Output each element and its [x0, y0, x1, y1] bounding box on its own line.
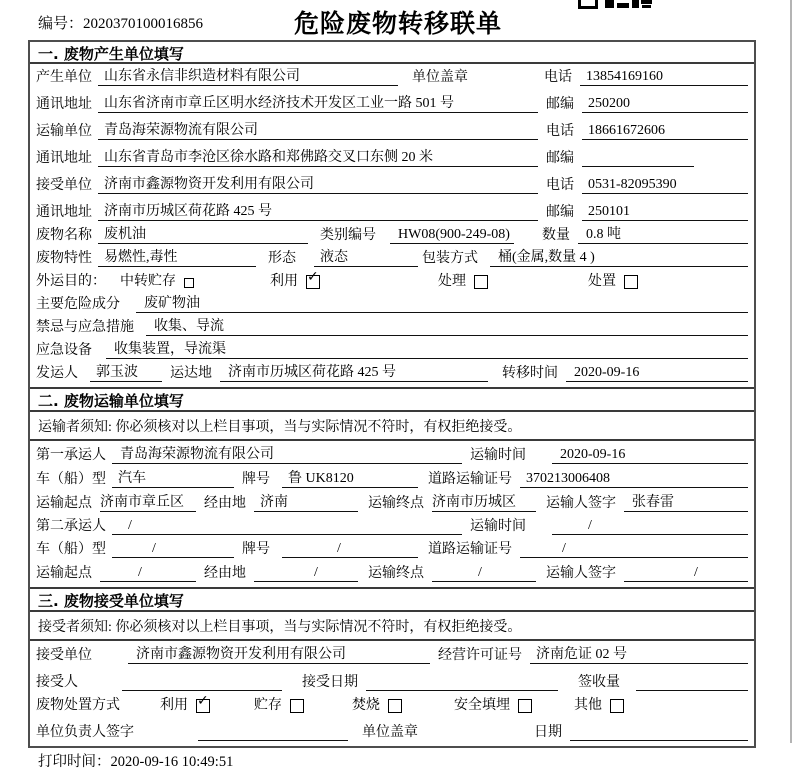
transporter-label: 运输单位 [36, 124, 92, 139]
transfer-storage-checkbox [184, 278, 194, 288]
hazard-row [30, 295, 754, 318]
checkbox-mark: ✓ [197, 693, 209, 709]
disposal-landfill-checkbox [518, 699, 532, 713]
receiver-address-row [30, 199, 754, 226]
producer-phone-label: 电话 [544, 70, 572, 85]
transporter-zip-label: 邮编 [546, 151, 574, 166]
dispatch-row [30, 364, 754, 387]
carrier2-label: 第二承运人 [36, 519, 106, 534]
vehicle2-type-field: / [112, 541, 234, 558]
carrier2-row [30, 517, 754, 540]
disposal-option-landfill: 安全填埋 [454, 698, 510, 713]
receipt-person-label: 接受人 [36, 675, 78, 690]
route2-end-field: / [432, 565, 536, 582]
disposal-option-other: 其他 [574, 698, 602, 713]
purpose-option-transfer-storage: 中转贮存 [120, 274, 176, 289]
waste-name-row [30, 226, 754, 249]
destination-label: 运达地 [170, 366, 212, 381]
receiver-zip-field: 250101 [582, 204, 748, 221]
disposal-store-checkbox [290, 699, 304, 713]
permit1-field: 370213006408 [520, 471, 748, 488]
section2-heading: 二. 废物运输单位填写 [30, 387, 754, 412]
route1-start-label: 运输起点 [36, 496, 92, 511]
taboo-field: 收集、导流 [146, 319, 748, 336]
accept-unit-row [30, 641, 754, 669]
route2-start-label: 运输起点 [36, 566, 92, 581]
treat-checkbox [474, 275, 488, 289]
producer-address-row [30, 91, 754, 118]
route1-row [30, 493, 754, 517]
route2-sign-field: / [624, 565, 748, 582]
carrier1-time-field: 2020-09-16 [552, 447, 748, 464]
producer-phone-field: 13854169160 [580, 69, 748, 86]
plate1-field: 鲁 UK8120 [282, 471, 418, 488]
plate2-field: / [282, 541, 418, 558]
responsible-sign-field [198, 725, 348, 741]
receipt-qty-field [636, 675, 748, 691]
receiver-address-label: 通讯地址 [36, 205, 92, 220]
producer-name-field: 山东省永信非织造材料有限公司 [98, 69, 398, 86]
doc-number-label: 编号： [38, 16, 84, 32]
carrier2-time-field: / [552, 518, 748, 535]
taboo-label: 禁忌与应急措施 [36, 320, 134, 335]
route1-via-label: 经由地 [204, 496, 246, 511]
packaging-field: 桶(金属,数量 4 ) [490, 250, 748, 267]
route2-via-label: 经由地 [204, 566, 246, 581]
responsible-sign-label: 单位负责人签字 [36, 725, 134, 740]
waste-category-field: HW08(900-249-08) [390, 227, 514, 244]
disposal-option-store: 贮存 [254, 698, 282, 713]
equipment-field: 收集装置，导流渠 [106, 342, 748, 359]
transporter-phone-label: 电话 [546, 124, 574, 139]
sender-field: 郭玉波 [90, 365, 162, 382]
taboo-row [30, 318, 754, 341]
waste-props-label: 废物特性 [36, 251, 92, 266]
receipt-date-label: 接受日期 [302, 675, 358, 690]
permit2-field: / [520, 541, 748, 558]
seal-label: 单位盖章 [412, 70, 468, 85]
vehicle1-row [30, 469, 754, 493]
qr-block [632, 0, 639, 8]
equipment-row [30, 341, 754, 364]
qr-block [605, 0, 614, 8]
route1-end-label: 运输终点 [368, 496, 424, 511]
permit1-label: 道路运输证号 [428, 472, 512, 487]
transporter-address-row [30, 145, 754, 172]
route1-sign-label: 运输人签字 [546, 496, 616, 511]
waste-form-label: 形态 [268, 251, 296, 266]
disposal-label: 废物处置方式 [36, 698, 120, 713]
route2-start-field: / [100, 565, 196, 582]
route2-sign-label: 运输人签字 [546, 566, 616, 581]
manifest-form-table [28, 40, 756, 748]
producer-label: 产生单位 [36, 70, 92, 85]
carrier2-field: / [112, 518, 462, 535]
receipt-person-field [122, 675, 282, 691]
transporter-address-label: 通讯地址 [36, 151, 92, 166]
page-title: 危险废物转移联单 [293, 9, 502, 38]
disposal-option-utilize: 利用 [160, 698, 188, 713]
producer-address-label: 通讯地址 [36, 97, 92, 112]
transporter-phone-field: 18661672606 [582, 123, 748, 140]
purpose-label: 外运目的： [36, 274, 106, 289]
destination-field: 济南市历城区荷花路 425 号 [220, 365, 488, 382]
print-time [38, 750, 233, 768]
purpose-option-dispose: 处置 [588, 274, 616, 289]
receiver-phone-label: 电话 [546, 178, 574, 193]
producer-row [30, 64, 754, 91]
license-label: 经营许可证号 [438, 648, 522, 663]
purpose-option-treat: 处理 [438, 274, 466, 289]
accept-unit-label: 接受单位 [36, 648, 92, 663]
print-time-value: 2020-09-16 10:49:51 [110, 754, 234, 768]
waste-props-field: 易燃性,毒性 [98, 250, 256, 267]
disposal-incinerate-checkbox [388, 699, 402, 713]
receipt-date-field [366, 675, 558, 691]
disposal-option-incinerate: 焚烧 [352, 698, 380, 713]
waste-qty-field: 0.8 吨 [578, 227, 748, 244]
qr-block [578, 0, 598, 9]
utilize-checkbox [306, 269, 320, 289]
sender-label: 发运人 [36, 366, 78, 381]
carrier1-row [30, 441, 754, 469]
carrier1-field: 青岛海荣源物流有限公司 [112, 447, 462, 464]
dispose-checkbox [624, 275, 638, 289]
waste-name-field: 废机油 [98, 227, 308, 244]
route1-end-field: 济南市历城区 [432, 495, 536, 512]
route2-row [30, 563, 754, 587]
transporter-notice: 运输者须知: 你必须核对以上栏目事项，当与实际情况不符时，有权拒绝接受。 [30, 412, 754, 441]
disposal-other-checkbox [610, 699, 624, 713]
receiver-name-field: 济南市鑫源物资开发利用有限公司 [98, 177, 538, 194]
waste-props-row [30, 249, 754, 272]
vehicle2-row [30, 540, 754, 563]
disposal-row [30, 693, 754, 719]
vehicle2-label: 车（船）型 [36, 542, 106, 557]
producer-zip-field: 250200 [582, 96, 748, 113]
qr-code-fragment-icon [578, 0, 652, 9]
section1-heading: 一. 废物产生单位填写 [30, 42, 754, 64]
qr-block [641, 0, 652, 4]
transporter-name-field: 青岛海荣源物流有限公司 [98, 123, 538, 140]
receiver-zip-label: 邮编 [546, 205, 574, 220]
route1-via-field: 济南 [254, 495, 358, 512]
producer-zip-label: 邮编 [546, 97, 574, 112]
accept-unit-field: 济南市鑫源物资开发利用有限公司 [128, 647, 430, 664]
doc-number-value: 2020370100016856 [83, 16, 204, 32]
packaging-label: 包装方式 [422, 251, 478, 266]
carrier1-time-label: 运输时间 [470, 448, 526, 463]
vehicle1-label: 车（船）型 [36, 472, 106, 487]
receipt-qty-label: 签收量 [578, 675, 620, 690]
equipment-label: 应急设备 [36, 343, 92, 358]
route1-sign-field: 张春雷 [624, 495, 748, 512]
qr-block [642, 5, 651, 8]
license-field: 济南危证 02 号 [530, 647, 748, 664]
purpose-row [30, 269, 754, 295]
section3-heading: 三. 废物接受单位填写 [30, 587, 754, 612]
sign-date-field [570, 725, 748, 741]
hazard-field: 废矿物油 [136, 296, 748, 313]
route2-via-field: / [254, 565, 358, 582]
vehicle1-type-field: 汽车 [112, 471, 234, 488]
producer-address-field: 山东省济南市章丘区明水经济技术开发区工业一路 501 号 [98, 96, 538, 113]
transporter-row [30, 118, 754, 145]
carrier1-label: 第一承运人 [36, 448, 106, 463]
qr-block [617, 3, 629, 8]
sign-date-label: 日期 [534, 725, 562, 740]
signature-row [30, 719, 754, 746]
waste-form-field: 液态 [314, 250, 418, 267]
plate2-label: 牌号 [242, 542, 270, 557]
route1-start-field: 济南市章丘区 [100, 495, 196, 512]
hazard-label: 主要危险成分 [36, 297, 120, 312]
permit2-label: 道路运输证号 [428, 542, 512, 557]
receipt-row [30, 669, 754, 696]
receiver-notice: 接受者须知: 你必须核对以上栏目事项，当与实际情况不符时，有权拒绝接受。 [30, 612, 754, 641]
receiver-label: 接受单位 [36, 178, 92, 193]
carrier2-time-label: 运输时间 [470, 519, 526, 534]
transfer-time-field: 2020-09-16 [566, 365, 748, 382]
waste-name-label: 废物名称 [36, 228, 92, 243]
disposal-utilize-checkbox [196, 693, 210, 713]
unit-seal-label: 单位盖章 [362, 725, 418, 740]
route2-end-label: 运输终点 [368, 566, 424, 581]
purpose-option-utilize: 利用 [270, 274, 298, 289]
print-time-label: 打印时间： [38, 754, 111, 768]
waste-category-label: 类别编号 [320, 228, 376, 243]
waste-qty-label: 数量 [542, 228, 570, 243]
receiver-address-field: 济南市历城区荷花路 425 号 [98, 204, 538, 221]
transfer-time-label: 转移时间 [502, 366, 558, 381]
transporter-zip-field [582, 151, 694, 167]
transporter-address-field: 山东省青岛市李沧区徐水路和郑佛路交叉口东侧 20 米 [98, 150, 538, 167]
receiver-phone-field: 0531-82095390 [582, 177, 748, 194]
page-edge-line [790, 0, 792, 743]
receiver-row [30, 172, 754, 199]
checkbox-mark: ✓ [307, 269, 319, 285]
plate1-label: 牌号 [242, 472, 270, 487]
